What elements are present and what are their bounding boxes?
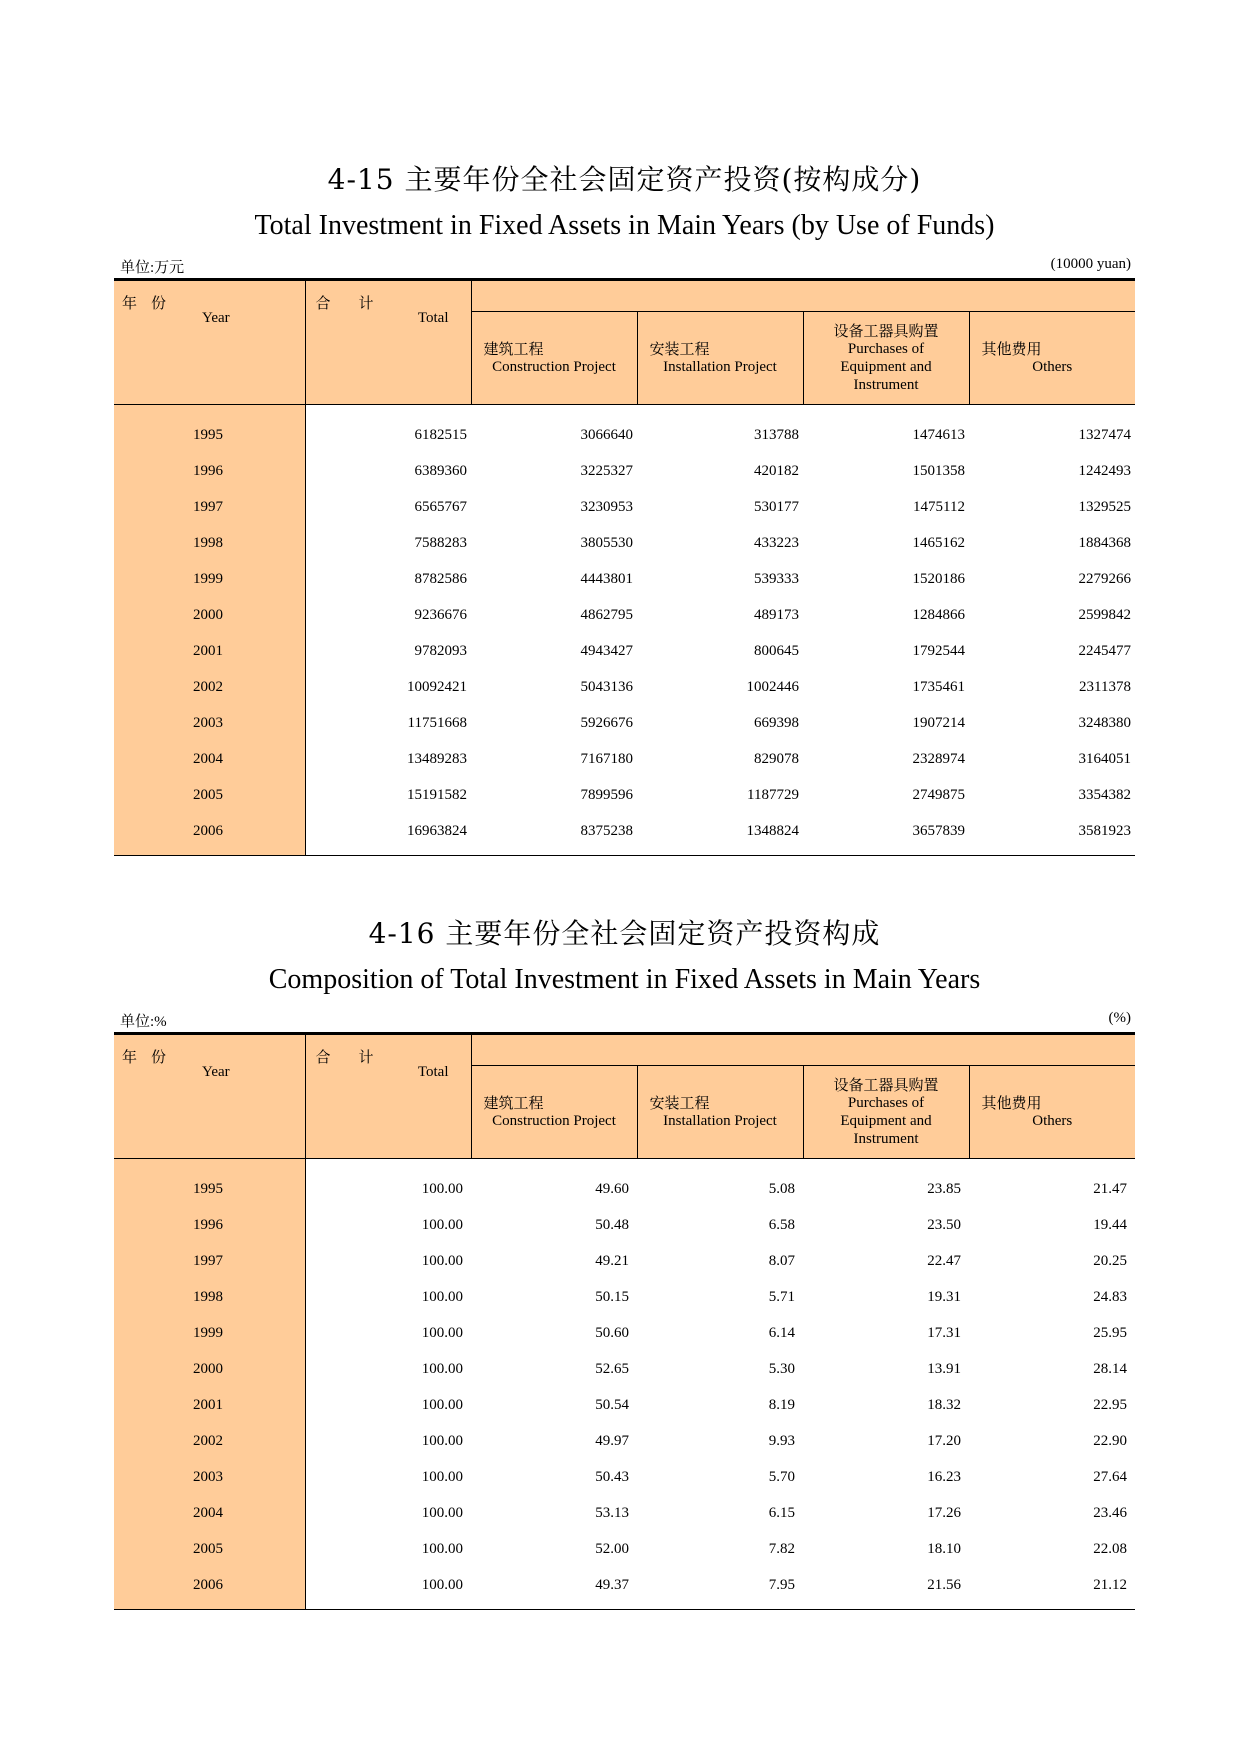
cell-installation: 5.70 — [768, 1468, 795, 1485]
cell-others: 2311378 — [1079, 678, 1131, 695]
cell-year: 2005 — [114, 1531, 305, 1567]
cell-equipment: 2328974 — [912, 750, 965, 767]
cell-installation: 1002446 — [746, 678, 799, 695]
header-construction — [471, 1066, 637, 1159]
table-title-cn: 4-16 主要年份全社会固定资产投资构成 — [368, 917, 881, 950]
cell-others: 21.12 — [969, 1567, 1135, 1610]
header-construction-cn: 建筑工程 — [483, 340, 544, 358]
cell-installation: 5.30 — [768, 1360, 795, 1377]
cell-others: 2279266 — [1078, 570, 1131, 587]
table-row — [114, 1243, 1135, 1279]
cell-year: 2002 — [114, 669, 305, 705]
header-construction-cn: 建筑工程 — [483, 1094, 544, 1112]
cell-equipment: 1475112 — [913, 498, 965, 515]
table-row — [114, 405, 1135, 454]
cell-construction: 3066640 — [580, 426, 633, 443]
cell-others: 28.14 — [1093, 1360, 1127, 1377]
cell-equipment: 17.31 — [927, 1324, 961, 1341]
header-construction-en: Construction Project — [492, 1113, 616, 1129]
cell-others: 2599842 — [1078, 606, 1131, 623]
table-title-cn: 4-15 主要年份全社会固定资产投资(按构成分) — [327, 163, 922, 196]
cell-construction: 8375238 — [471, 813, 637, 856]
cell-total: 9782093 — [414, 642, 467, 659]
header-equipment-en-1: Purchases of — [847, 1095, 925, 1111]
cell-construction: 5043136 — [580, 678, 633, 695]
header-spacer — [471, 280, 1135, 312]
table-row — [114, 1531, 1135, 1567]
cell-year: 1999 — [114, 561, 305, 597]
table-row — [114, 1387, 1135, 1423]
header-total-en: Total — [417, 1063, 449, 1080]
cell-year: 2000 — [114, 1351, 305, 1387]
cell-others: 22.95 — [1093, 1396, 1127, 1413]
cell-equipment: 1907214 — [912, 714, 965, 731]
header-year-cn: 年份 — [122, 293, 181, 312]
cell-installation: 5.08 — [768, 1180, 795, 1197]
table-row — [114, 1459, 1135, 1495]
cell-total: 100.00 — [305, 1567, 471, 1610]
header-installation — [637, 312, 803, 405]
table-row — [114, 453, 1135, 489]
header-year — [114, 1034, 305, 1159]
cell-construction: 53.13 — [595, 1504, 629, 1521]
cell-others: 1329525 — [1078, 498, 1131, 515]
cell-others: 3248380 — [1078, 714, 1131, 731]
cell-equipment: 19.31 — [927, 1288, 961, 1305]
cell-others: 21.47 — [1093, 1180, 1127, 1197]
cell-total: 6565767 — [414, 498, 467, 515]
cell-construction: 49.60 — [595, 1180, 629, 1197]
cell-equipment: 1474613 — [912, 426, 965, 443]
table-row — [114, 741, 1135, 777]
table-row — [114, 1567, 1135, 1610]
cell-construction: 52.00 — [595, 1540, 629, 1557]
cell-equipment: 18.10 — [927, 1540, 961, 1557]
cell-others: 22.90 — [1093, 1432, 1127, 1449]
cell-year: 1997 — [114, 489, 305, 525]
cell-total: 16963824 — [305, 813, 471, 856]
cell-installation: 489173 — [754, 606, 799, 623]
table-row — [114, 777, 1135, 813]
cell-year: 1998 — [114, 525, 305, 561]
cell-installation: 5.71 — [768, 1288, 795, 1305]
cell-installation: 6.58 — [768, 1216, 795, 1233]
header-installation-cn: 安装工程 — [649, 1094, 710, 1112]
header-construction — [471, 312, 637, 405]
cell-equipment: 1501358 — [912, 462, 965, 479]
table-row — [114, 1351, 1135, 1387]
header-equipment-cn: 设备工器具购置 — [833, 1076, 939, 1094]
cell-total: 6182515 — [414, 426, 467, 443]
cell-installation: 8.07 — [768, 1252, 795, 1269]
cell-equipment: 1792544 — [912, 642, 965, 659]
cell-construction: 50.43 — [595, 1468, 629, 1485]
header-others-cn: 其他费用 — [981, 340, 1042, 358]
cell-year: 2004 — [114, 741, 305, 777]
cell-construction: 49.37 — [471, 1567, 637, 1610]
data-table — [114, 278, 1135, 856]
cell-installation: 539333 — [754, 570, 799, 587]
cell-total: 6389360 — [414, 462, 467, 479]
cell-installation: 7.82 — [768, 1540, 795, 1557]
cell-total: 15191582 — [407, 786, 467, 803]
table-row — [114, 1315, 1135, 1351]
header-total — [305, 1034, 471, 1159]
header-others-en: Others — [1032, 1113, 1073, 1129]
header-equipment-en-3: Instrument — [853, 377, 919, 393]
table-title-en: Total Investment in Fixed Assets in Main Years (by Use of Funds) — [254, 210, 995, 241]
cell-construction: 3225327 — [580, 462, 633, 479]
cell-year: 1995 — [114, 405, 305, 454]
table-row — [114, 597, 1135, 633]
cell-equipment: 16.23 — [927, 1468, 961, 1485]
cell-others: 2245477 — [1078, 642, 1131, 659]
cell-installation: 7.95 — [637, 1567, 803, 1610]
cell-construction: 50.48 — [595, 1216, 629, 1233]
cell-others: 23.46 — [1093, 1504, 1127, 1521]
header-equipment-en-1: Purchases of — [847, 341, 925, 357]
cell-total: 7588283 — [414, 534, 467, 551]
header-year-en: Year — [202, 309, 230, 326]
cell-year: 1998 — [114, 1279, 305, 1315]
cell-others: 3354382 — [1078, 786, 1131, 803]
cell-equipment: 1465162 — [912, 534, 965, 551]
cell-year: 2000 — [114, 597, 305, 633]
cell-equipment: 23.85 — [927, 1180, 961, 1197]
cell-installation: 420182 — [754, 462, 799, 479]
cell-total: 100.00 — [421, 1360, 463, 1377]
unit-label-en: (%) — [1108, 1010, 1131, 1026]
header-equipment — [803, 312, 969, 405]
cell-equipment: 2749875 — [912, 786, 965, 803]
header-installation-cn: 安装工程 — [649, 340, 710, 358]
header-equipment-en-3: Instrument — [853, 1131, 919, 1147]
unit-row — [114, 1010, 1135, 1032]
cell-total: 100.00 — [421, 1288, 463, 1305]
cell-year: 2001 — [114, 1387, 305, 1423]
cell-year: 2002 — [114, 1423, 305, 1459]
cell-year: 2001 — [114, 633, 305, 669]
table-row — [114, 633, 1135, 669]
unit-label-cn: 单位:万元 — [120, 260, 185, 276]
cell-year: 2006 — [114, 1567, 305, 1610]
unit-row — [114, 256, 1135, 278]
cell-equipment: 13.91 — [927, 1360, 961, 1377]
cell-others: 20.25 — [1093, 1252, 1127, 1269]
cell-total: 13489283 — [407, 750, 467, 767]
table-section-4-16 — [114, 912, 1135, 1610]
cell-equipment: 23.50 — [927, 1216, 961, 1233]
cell-year: 1996 — [114, 453, 305, 489]
cell-equipment: 1520186 — [912, 570, 965, 587]
table-row — [114, 525, 1135, 561]
cell-total: 100.00 — [421, 1504, 463, 1521]
cell-construction: 49.97 — [595, 1432, 629, 1449]
cell-equipment: 1284866 — [912, 606, 965, 623]
cell-installation: 669398 — [754, 714, 799, 731]
cell-total: 100.00 — [421, 1432, 463, 1449]
cell-year: 1999 — [114, 1315, 305, 1351]
header-others-en: Others — [1032, 359, 1073, 375]
table-section-4-15 — [114, 158, 1135, 856]
cell-total: 100.00 — [421, 1324, 463, 1341]
cell-construction: 49.21 — [595, 1252, 629, 1269]
cell-installation: 9.93 — [768, 1432, 795, 1449]
header-spacer — [471, 1034, 1135, 1066]
cell-construction: 4943427 — [580, 642, 633, 659]
cell-equipment: 1735461 — [912, 678, 965, 695]
cell-construction: 52.65 — [595, 1360, 629, 1377]
cell-year: 2004 — [114, 1495, 305, 1531]
table-row — [114, 705, 1135, 741]
cell-others: 25.95 — [1093, 1324, 1127, 1341]
cell-installation: 1348824 — [637, 813, 803, 856]
cell-others: 27.64 — [1093, 1468, 1127, 1485]
header-others-cn: 其他费用 — [981, 1094, 1042, 1112]
header-year-cn: 年份 — [122, 1047, 181, 1066]
header-equipment-en-2: Equipment and — [840, 359, 932, 375]
cell-installation: 313788 — [754, 426, 799, 443]
header-installation-en: Installation Project — [663, 1113, 777, 1129]
cell-year: 2003 — [114, 1459, 305, 1495]
table-row — [114, 669, 1135, 705]
cell-equipment: 17.20 — [927, 1432, 961, 1449]
cell-year: 1996 — [114, 1207, 305, 1243]
header-total-cn: 合计 — [315, 1047, 402, 1066]
cell-construction: 7899596 — [580, 786, 633, 803]
cell-others: 1327474 — [1078, 426, 1131, 443]
header-others — [969, 312, 1135, 405]
header-others — [969, 1066, 1135, 1159]
cell-construction: 3230953 — [580, 498, 633, 515]
header-construction-en: Construction Project — [492, 359, 616, 375]
cell-installation: 530177 — [754, 498, 799, 515]
header-total — [305, 280, 471, 405]
cell-construction: 7167180 — [580, 750, 633, 767]
cell-others: 3581923 — [969, 813, 1135, 856]
cell-installation: 1187729 — [747, 786, 799, 803]
header-installation-en: Installation Project — [663, 359, 777, 375]
cell-others: 1884368 — [1078, 534, 1131, 551]
cell-construction: 50.54 — [595, 1396, 629, 1413]
table-row — [114, 489, 1135, 525]
header-year-en: Year — [202, 1063, 230, 1080]
header-total-en: Total — [417, 309, 449, 326]
cell-construction: 5926676 — [580, 714, 633, 731]
cell-equipment: 22.47 — [927, 1252, 961, 1269]
cell-equipment: 21.56 — [803, 1567, 969, 1610]
cell-total: 100.00 — [421, 1396, 463, 1413]
cell-total: 100.00 — [421, 1468, 463, 1485]
cell-total: 10092421 — [407, 678, 467, 695]
header-equipment — [803, 1066, 969, 1159]
cell-equipment: 3657839 — [803, 813, 969, 856]
table-row — [114, 561, 1135, 597]
cell-others: 24.83 — [1093, 1288, 1127, 1305]
header-installation — [637, 1066, 803, 1159]
header-equipment-en-2: Equipment and — [840, 1113, 932, 1129]
cell-installation: 800645 — [754, 642, 799, 659]
cell-construction: 50.15 — [595, 1288, 629, 1305]
cell-year: 2005 — [114, 777, 305, 813]
unit-label-cn: 单位:% — [120, 1014, 167, 1030]
header-year — [114, 280, 305, 405]
cell-total: 100.00 — [421, 1540, 463, 1557]
cell-installation: 433223 — [754, 534, 799, 551]
cell-equipment: 17.26 — [927, 1504, 961, 1521]
table-row — [114, 1423, 1135, 1459]
cell-total: 100.00 — [421, 1180, 463, 1197]
cell-total: 11751668 — [407, 714, 467, 731]
data-table — [114, 1032, 1135, 1610]
header-equipment-cn: 设备工器具购置 — [833, 322, 939, 340]
cell-total: 8782586 — [414, 570, 467, 587]
cell-installation: 8.19 — [768, 1396, 795, 1413]
unit-label-en: (10000 yuan) — [1050, 256, 1131, 272]
table-row — [114, 1279, 1135, 1315]
cell-others: 1242493 — [1078, 462, 1131, 479]
cell-construction: 4862795 — [580, 606, 633, 623]
cell-year: 1995 — [114, 1159, 305, 1208]
cell-year: 2003 — [114, 705, 305, 741]
table-title-en: Composition of Total Investment in Fixed Assets in Main Years — [268, 964, 981, 995]
cell-construction: 4443801 — [580, 570, 633, 587]
cell-total: 9236676 — [414, 606, 467, 623]
cell-total: 100.00 — [421, 1252, 463, 1269]
cell-installation: 829078 — [754, 750, 799, 767]
cell-equipment: 18.32 — [927, 1396, 961, 1413]
cell-installation: 6.14 — [768, 1324, 795, 1341]
table-row — [114, 1495, 1135, 1531]
table-row — [114, 813, 1135, 856]
table-row — [114, 1159, 1135, 1208]
cell-year: 1997 — [114, 1243, 305, 1279]
cell-construction: 3805530 — [580, 534, 633, 551]
header-total-cn: 合计 — [315, 293, 402, 312]
cell-installation: 6.15 — [768, 1504, 795, 1521]
table-row — [114, 1207, 1135, 1243]
cell-others: 22.08 — [1093, 1540, 1127, 1557]
cell-year: 2006 — [114, 813, 305, 856]
cell-construction: 50.60 — [595, 1324, 629, 1341]
cell-others: 19.44 — [1093, 1216, 1127, 1233]
cell-others: 3164051 — [1078, 750, 1131, 767]
cell-total: 100.00 — [421, 1216, 463, 1233]
